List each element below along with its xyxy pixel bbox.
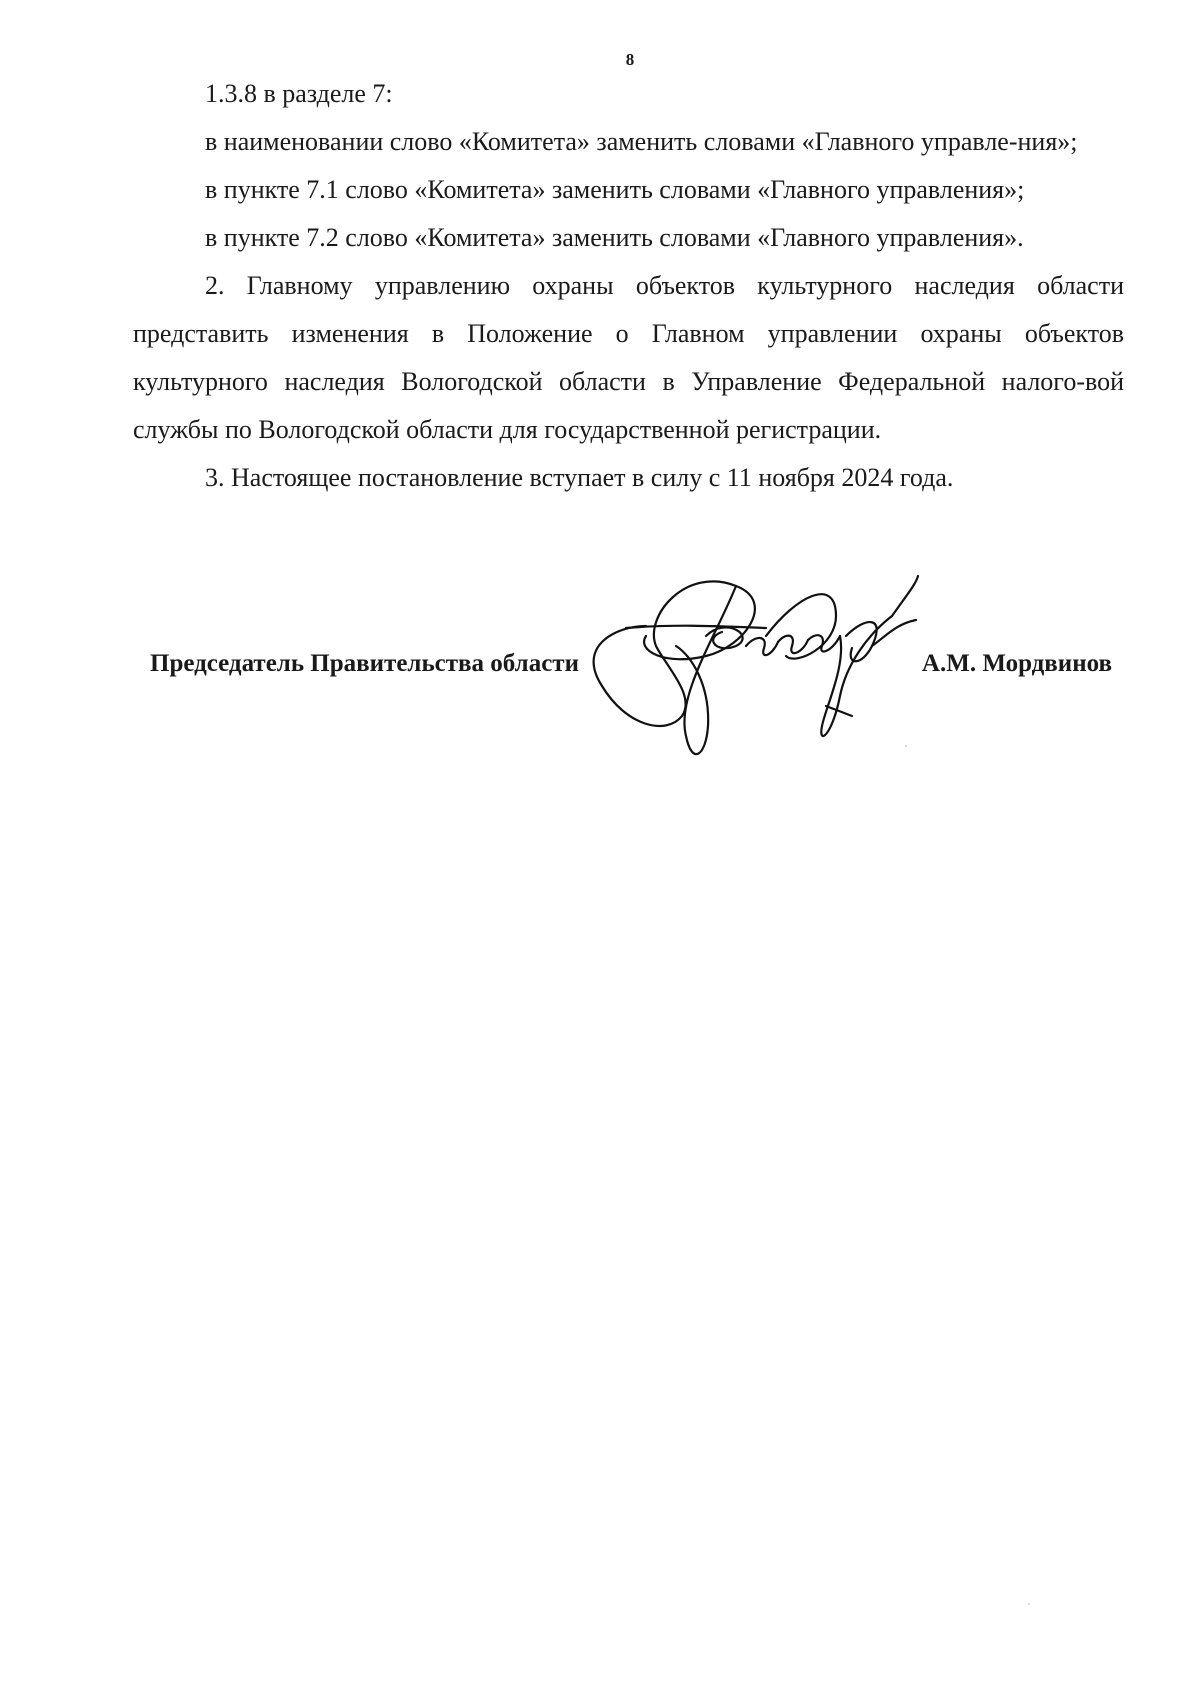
signer-title: Председатель Правительства области bbox=[150, 650, 579, 677]
paragraph-point-7-2: в пункте 7.2 слово «Комитета» заменить словами «Главного управления». bbox=[205, 223, 1024, 252]
scan-speck bbox=[1028, 1603, 1030, 1605]
page-number: 8 bbox=[625, 50, 635, 69]
document-body bbox=[133, 70, 1124, 502]
paragraph-1-3-8: 1.3.8 в разделе 7: bbox=[205, 79, 393, 108]
handwritten-signature-icon bbox=[596, 576, 956, 786]
signer-name: А.М. Мордвинов bbox=[921, 650, 1112, 677]
scan-speck bbox=[905, 745, 907, 747]
paragraph-item-2: 2. Главному управлению охраны объектов культурного наследия области представить изменения в Положение о Главном управлении охраны объектов культурного наследия Вологодской области в Управление Федеральной налого-вой службы по Вологодской области для государственной регистрации. bbox=[133, 271, 1124, 444]
paragraph-naming-change: в наименовании слово «Комитета» заменить словами «Главного управле-ния»; bbox=[205, 127, 1078, 156]
paragraph-point-7-1: в пункте 7.1 слово «Комитета» заменить словами «Главного управления»; bbox=[205, 175, 1025, 204]
paragraph-item-3: 3. Настоящее постановление вступает в силу с 11 ноября 2024 года. bbox=[205, 463, 954, 492]
